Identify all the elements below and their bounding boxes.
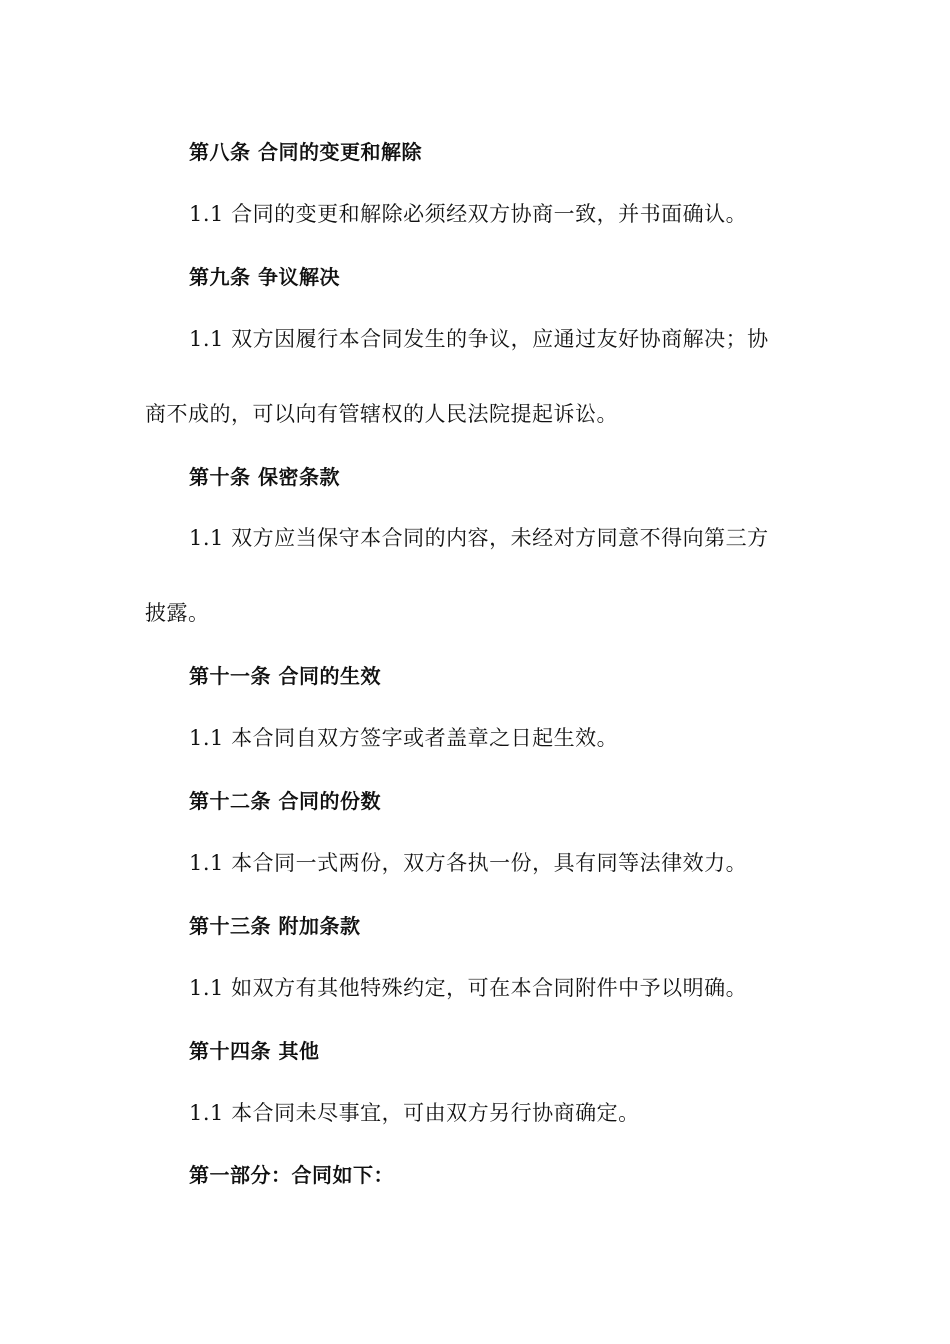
article-9-clause-1-continued: 商不成的，可以向有管辖权的人民法院提起诉讼。 [145,402,618,426]
article-10-clause-1-continued: 披露。 [145,601,210,625]
article-11-clause-1: 1.1 本合同自双方签字或者盖章之日起生效。 [189,726,619,750]
article-10-heading: 第十条 保密条款 [189,465,340,489]
article-9-clause-1: 1.1 双方因履行本合同发生的争议，应通过友好协商解决；协 [189,327,769,351]
article-11-heading: 第十一条 合同的生效 [189,664,381,688]
article-14-clause-1: 1.1 本合同未尽事宜，可由双方另行协商确定。 [189,1101,640,1125]
article-9-heading: 第九条 争议解决 [189,265,340,289]
article-12-heading: 第十二条 合同的份数 [189,789,381,813]
article-8-heading: 第八条 合同的变更和解除 [189,140,422,164]
article-8-clause-1: 1.1 合同的变更和解除必须经双方协商一致，并书面确认。 [189,202,748,226]
article-12-clause-1: 1.1 本合同一式两份，双方各执一份，具有同等法律效力。 [189,851,748,875]
part-one-heading: 第一部分：合同如下： [189,1163,394,1187]
article-13-heading: 第十三条 附加条款 [189,914,361,938]
article-14-heading: 第十四条 其他 [189,1039,320,1063]
article-10-clause-1: 1.1 双方应当保守本合同的内容，未经对方同意不得向第三方 [189,526,769,550]
article-13-clause-1: 1.1 如双方有其他特殊约定，可在本合同附件中予以明确。 [189,976,748,1000]
